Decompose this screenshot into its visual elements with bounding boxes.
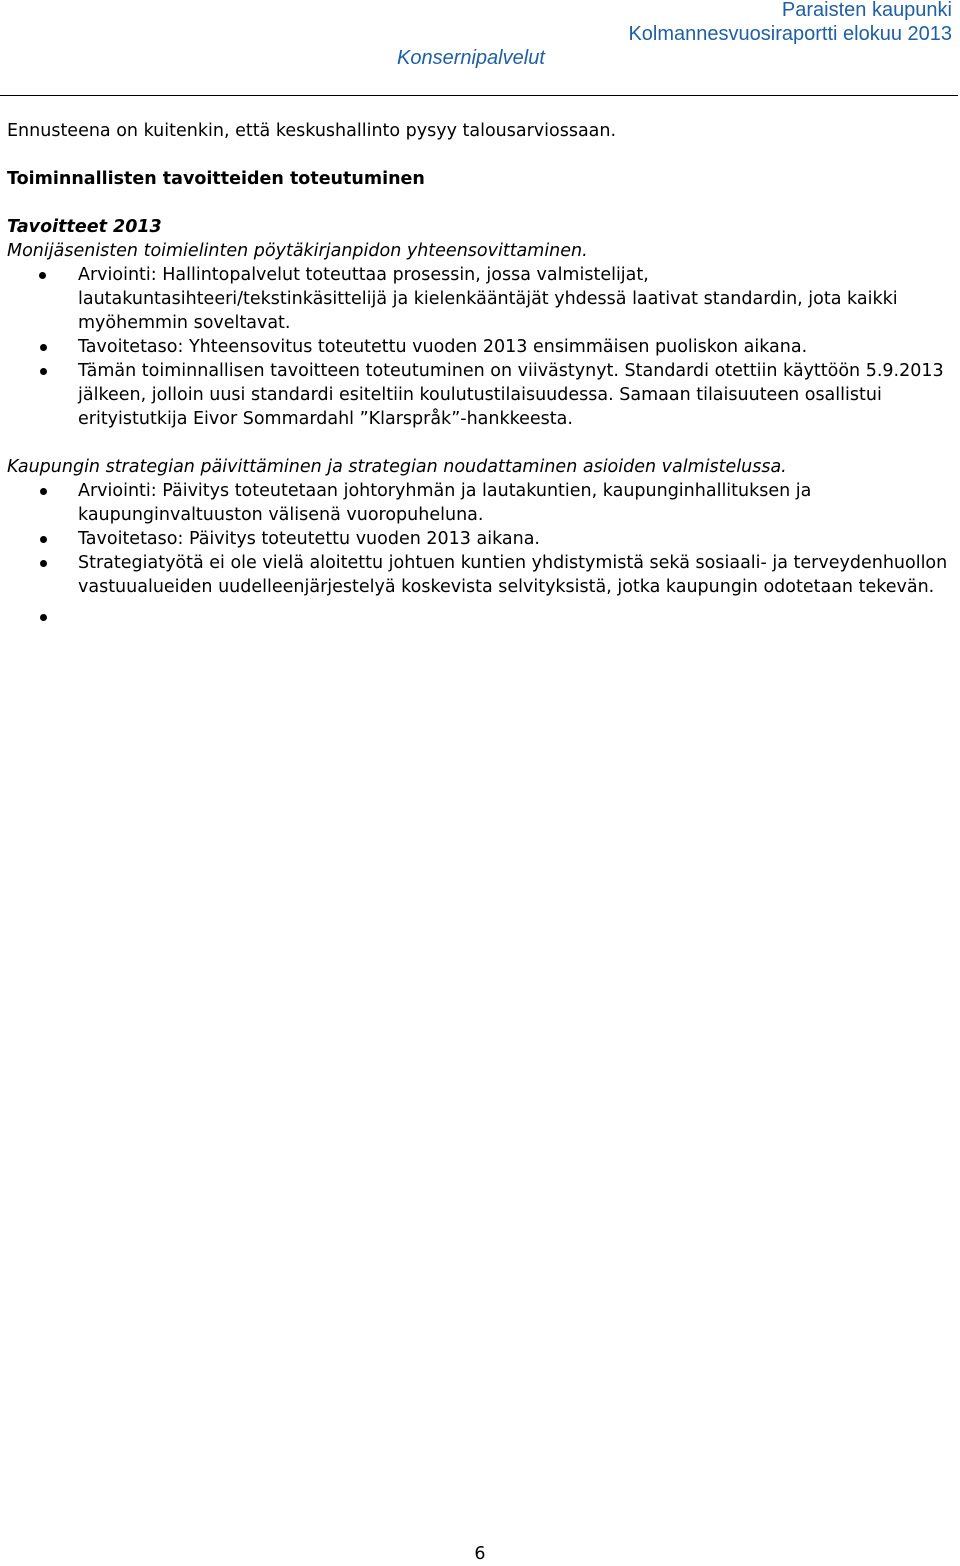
goal-2-title: Kaupungin strategian päivittäminen ja strategian noudattaminen asioiden valmistelussa. [7,457,787,477]
page-header [0,0,958,96]
list-item [7,263,955,335]
list-item [7,527,955,551]
goal-1-list [7,263,955,431]
bullet-icon [39,272,46,279]
bullet-icon [40,368,47,375]
bullet-icon [40,536,47,543]
bullet-icon [40,560,47,567]
bullet-icon [40,488,47,495]
bullet-icon [40,344,47,351]
header-right [628,0,952,46]
list-item-text: Arviointi: Hallintopalvelut toteuttaa prosessin, jossa valmistelijat, lautakuntasihteeri/tekstinkäsittelijä ja kielenkääntäjät yhdessä laativat standardin, jota kaikki myöhemmin soveltavat. [78,265,898,333]
list-item [7,551,955,599]
spacer [7,431,955,455]
page-number: 6 [474,1544,486,1564]
header-report: Kolmannesvuosiraportti elokuu 2013 [628,23,952,45]
section-heading: Toiminnallisten tavoitteiden toteutuminen [7,169,425,189]
goal-1-title: Monijäsenisten toimielinten pöytäkirjanpidon yhteensovittaminen. [7,241,588,261]
list-item-text: Tavoitetaso: Päivitys toteutettu vuoden 2013 aikana. [78,529,540,549]
list-item-text: Tämän toiminnallisen tavoitteen toteutuminen on viivästynyt. Standardi otettiin käyttöön 5.9.2013 jälkeen, jolloin uusi standardi esiteltiin koulutustilaisuudessa. Samaan tilaisuuteen osallistui erityistutkija Eivor Sommardahl ”Klarspråk”-hankkeesta. [78,361,944,429]
document-body [7,119,955,629]
header-unit: Konsernipalvelut [397,47,545,69]
empty-list-item [7,605,955,629]
goals-heading: Tavoitteet 2013 [7,217,162,237]
list-item [7,479,955,527]
intro-paragraph: Ennusteena on kuitenkin, että keskushallinto pysyy talousarviossaan. [7,121,617,141]
header-org: Paraisten kaupunki [781,0,952,21]
list-item-text: Arviointi: Päivitys toteutetaan johtoryhmän ja lautakuntien, kaupunginhallituksen ja kaupunginvaltuuston välisenä vuoropuheluna. [78,481,812,525]
list-item [7,335,955,359]
list-item-text: Tavoitetaso: Yhteensovitus toteutettu vuoden 2013 ensimmäisen puoliskon aikana. [78,337,808,357]
bullet-icon [40,614,47,621]
list-item [7,359,955,431]
goal-2-list [7,479,955,629]
list-item-text: Strategiatyötä ei ole vielä aloitettu johtuen kuntien yhdistymistä sekä sosiaali- ja terveydenhuollon vastuualueiden uudelleenjärjestelyä koskevista selvityksistä, jotka kaupungin odotetaan tekevän. [78,553,948,597]
